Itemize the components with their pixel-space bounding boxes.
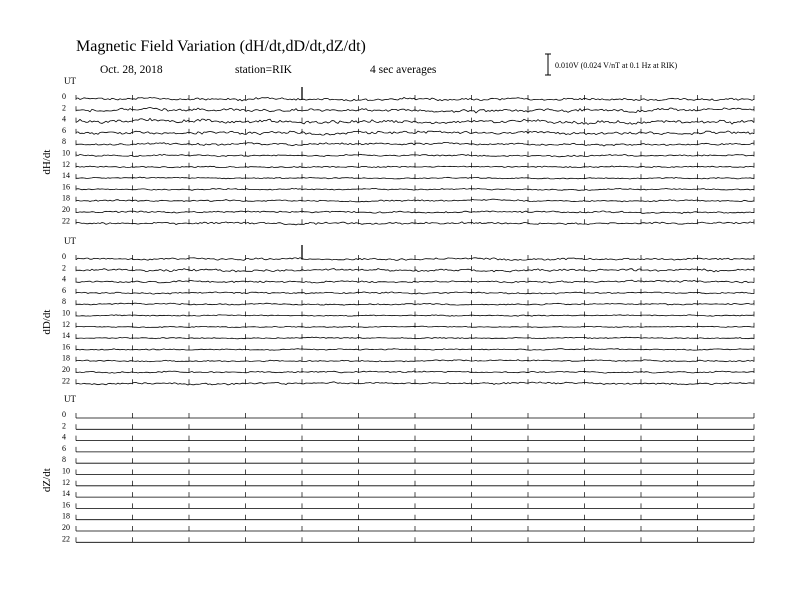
row-label-16: 16 xyxy=(62,182,70,192)
ut-label: UT xyxy=(64,394,76,404)
row-label-6: 6 xyxy=(62,125,66,135)
row-label-10: 10 xyxy=(62,308,70,318)
row-label-2: 2 xyxy=(62,103,66,113)
panel-dddt xyxy=(41,236,754,385)
panel-dhdt xyxy=(41,76,754,225)
row-label-12: 12 xyxy=(62,477,70,487)
row-label-2: 2 xyxy=(62,263,66,273)
panel-dzdt xyxy=(41,394,754,543)
row-ticks xyxy=(76,470,754,475)
row-ticks xyxy=(76,447,754,452)
row-label-8: 8 xyxy=(62,455,66,465)
y-axis-label: dD/dt xyxy=(41,309,53,335)
row-label-18: 18 xyxy=(62,353,70,363)
row-label-22: 22 xyxy=(62,534,70,544)
ut-label: UT xyxy=(64,76,76,86)
row-ticks xyxy=(76,436,754,441)
row-label-8: 8 xyxy=(62,297,66,307)
row-label-22: 22 xyxy=(62,216,70,226)
row-label-0: 0 xyxy=(62,92,66,101)
ut-label: UT xyxy=(64,236,76,246)
row-label-18: 18 xyxy=(62,511,70,521)
chart-title: Magnetic Field Variation (dH/dt,dD/dt,dZ/dt) xyxy=(76,38,366,55)
row-label-20: 20 xyxy=(62,365,70,374)
y-axis-label: dZ/dt xyxy=(41,468,53,493)
row-label-20: 20 xyxy=(62,523,70,532)
row-ticks xyxy=(76,537,754,542)
date-label: Oct. 28, 2018 xyxy=(100,64,163,76)
row-label-20: 20 xyxy=(62,205,70,214)
averaging-label: 4 sec averages xyxy=(370,64,437,76)
row-label-2: 2 xyxy=(62,421,66,431)
row-label-22: 22 xyxy=(62,376,70,386)
row-label-14: 14 xyxy=(62,489,70,499)
row-label-8: 8 xyxy=(62,137,66,147)
row-ticks xyxy=(76,515,754,520)
scale-bar-icon xyxy=(545,54,551,75)
row-label-14: 14 xyxy=(62,171,70,181)
row-ticks xyxy=(76,458,754,463)
row-ticks xyxy=(76,413,754,418)
row-ticks xyxy=(76,368,754,373)
row-label-6: 6 xyxy=(62,285,66,295)
row-label-0: 0 xyxy=(62,252,66,261)
row-label-4: 4 xyxy=(62,274,66,284)
row-ticks xyxy=(76,503,754,508)
y-axis-label: dH/dt xyxy=(41,149,53,175)
row-ticks xyxy=(76,526,754,531)
row-ticks xyxy=(76,481,754,486)
row-label-6: 6 xyxy=(62,443,66,453)
station-label: station=RIK xyxy=(235,64,292,76)
row-label-4: 4 xyxy=(62,114,66,124)
row-label-12: 12 xyxy=(62,159,70,169)
row-ticks xyxy=(76,492,754,497)
row-ticks xyxy=(76,140,754,145)
row-label-4: 4 xyxy=(62,432,66,442)
scale-bar-label: 0.010V (0.024 V/nT at 0.1 Hz at RIK) xyxy=(555,61,678,70)
row-ticks xyxy=(76,424,754,429)
row-label-18: 18 xyxy=(62,193,70,203)
row-label-10: 10 xyxy=(62,148,70,158)
row-label-10: 10 xyxy=(62,466,70,476)
row-label-12: 12 xyxy=(62,319,70,329)
row-label-16: 16 xyxy=(62,500,70,510)
row-label-16: 16 xyxy=(62,342,70,352)
row-label-0: 0 xyxy=(62,410,66,419)
row-label-14: 14 xyxy=(62,331,70,341)
